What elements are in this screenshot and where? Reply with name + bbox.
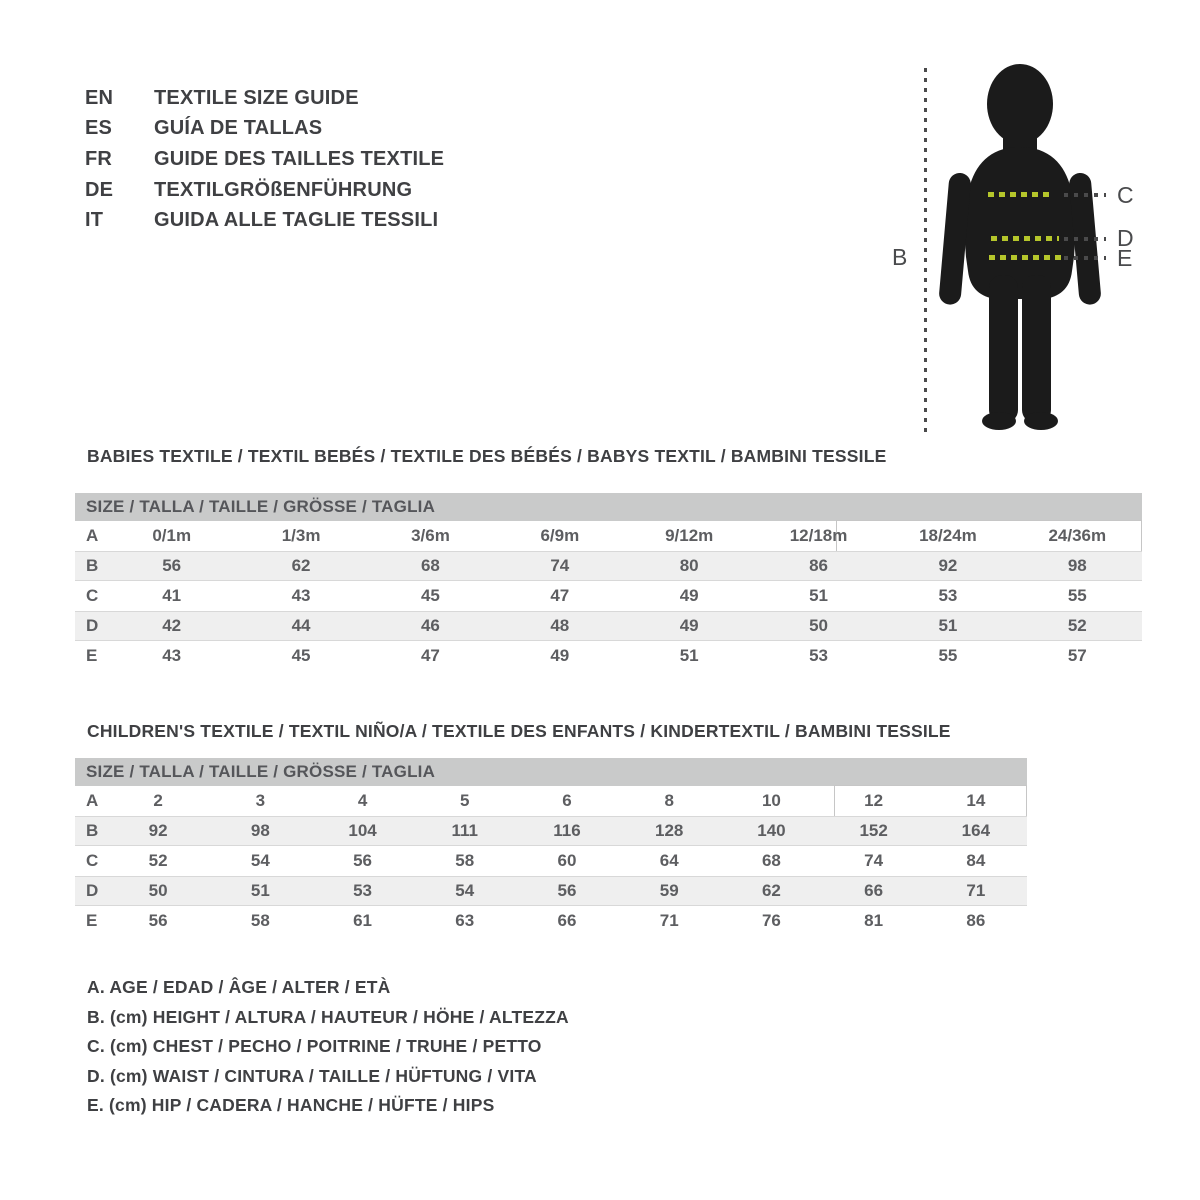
size-cell: 49 (679, 586, 699, 605)
size-cell: 9/12m (665, 526, 714, 545)
table-row-hip (75, 641, 1142, 671)
row-label: E (86, 911, 98, 930)
hip-measure-dash (989, 255, 1061, 260)
size-cell: 81 (864, 911, 884, 930)
row-label: A (86, 791, 99, 810)
size-cell: 48 (550, 616, 570, 635)
size-cell: 14 (966, 791, 986, 810)
row-label: B (86, 821, 99, 840)
hip-label: E (1117, 245, 1133, 271)
babies-section-title: BABIES TEXTILE / TEXTIL BEBÉS / TEXTILE DES BÉBÉS / BABYS TEXTIL / BAMBINI TESSILE (87, 446, 887, 466)
size-cell: 84 (966, 851, 986, 870)
row-label: A (86, 526, 99, 545)
size-cell: 62 (761, 881, 781, 900)
language-row (85, 114, 444, 145)
language-code: FR (85, 147, 113, 170)
size-cell: 164 (961, 821, 991, 840)
size-cell: 52 (1067, 616, 1087, 635)
legend-line-waist: D. (cm) WAIST / CINTURA / TAILLE / HÜFTUNG / VITA (87, 1065, 537, 1086)
size-cell: 3/6m (411, 526, 450, 545)
size-cell: 6/9m (540, 526, 580, 545)
size-cell: 45 (420, 586, 440, 605)
size-cell: 66 (557, 911, 577, 930)
language-code: ES (85, 117, 113, 140)
waist-label: D (1117, 225, 1134, 251)
size-cell: 18/24m (919, 526, 977, 545)
size-cell: 45 (291, 646, 311, 665)
size-cell: 43 (162, 646, 182, 665)
size-cell: 57 (1067, 646, 1087, 665)
waist-guide-dots (1064, 237, 1106, 241)
chest-measure-dash (988, 192, 1054, 197)
chest-label: C (1117, 182, 1134, 208)
children-size-table (75, 758, 1027, 936)
size-cell: 24/36m (1048, 526, 1107, 545)
size-cell: 92 (148, 821, 168, 840)
size-cell: 71 (966, 881, 986, 900)
size-cell: 47 (420, 646, 440, 665)
hip-guide-dots (1064, 256, 1106, 260)
language-title: TEXTILE SIZE GUIDE (154, 86, 359, 109)
table-row-waist (75, 876, 1027, 906)
language-title: GUIDA ALLE TAGLIE TESSILI (154, 209, 439, 232)
language-code: EN (85, 86, 114, 109)
language-title: GUÍA DE TALLAS (154, 117, 323, 140)
height-label: B (892, 244, 908, 270)
babies-size-table (75, 493, 1142, 671)
size-cell: 98 (250, 821, 270, 840)
size-cell: 55 (938, 646, 958, 665)
size-cell: 92 (938, 556, 958, 575)
size-cell: 55 (1067, 586, 1087, 605)
size-cell: 44 (291, 616, 311, 635)
language-title: TEXTILGRÖßENFÜHRUNG (154, 178, 413, 201)
table-row-chest (75, 581, 1142, 611)
row-label: D (86, 616, 99, 635)
size-cell: 51 (679, 646, 699, 665)
waist-measure-dash (991, 236, 1059, 241)
size-cell: 68 (761, 851, 781, 870)
size-cell: 74 (864, 851, 884, 870)
size-cell: 56 (148, 911, 168, 930)
size-cell: 52 (148, 851, 168, 870)
size-cell: 63 (455, 911, 475, 930)
legend-line-chest: C. (cm) CHEST / PECHO / POITRINE / TRUHE / PETTO (87, 1036, 542, 1056)
row-label: D (86, 881, 99, 900)
size-cell: 128 (655, 821, 684, 840)
size-cell: 54 (250, 851, 270, 870)
size-cell: 51 (809, 586, 829, 605)
row-label: C (86, 586, 99, 605)
language-code: DE (85, 178, 114, 201)
size-cell: 59 (659, 881, 679, 900)
size-cell: 56 (557, 881, 577, 900)
language-title-list (85, 83, 444, 236)
size-cell: 71 (659, 911, 679, 930)
language-row (85, 144, 444, 175)
size-cell: 58 (455, 851, 475, 870)
size-cell: 49 (679, 616, 699, 635)
size-cell: 50 (148, 881, 168, 900)
language-code: IT (85, 209, 104, 232)
measurement-legend (87, 973, 569, 1121)
size-cell: 111 (451, 821, 479, 840)
table-header: SIZE / TALLA / TAILLE / GRÖSSE / TAGLIA (75, 493, 1142, 521)
size-cell: 51 (938, 616, 958, 635)
size-cell: 0/1m (152, 526, 192, 545)
language-title: GUIDE DES TAILLES TEXTILE (154, 147, 445, 170)
table-row-waist (75, 611, 1142, 641)
size-cell: 76 (761, 911, 781, 930)
size-cell: 54 (455, 881, 475, 900)
size-cell: 53 (353, 881, 372, 900)
size-cell: 68 (420, 556, 440, 575)
size-cell: 140 (757, 821, 786, 840)
size-cell: 46 (420, 616, 440, 635)
size-cell: 104 (348, 821, 377, 840)
size-cell: 2 (153, 791, 163, 810)
table-row-hip (75, 906, 1027, 936)
size-cell: 152 (859, 821, 888, 840)
size-cell: 62 (291, 556, 311, 575)
size-cell: 61 (353, 911, 372, 930)
table-header: SIZE / TALLA / TAILLE / GRÖSSE / TAGLIA (75, 758, 1027, 786)
size-cell: 51 (250, 881, 270, 900)
language-row (85, 175, 444, 206)
size-cell: 56 (162, 556, 182, 575)
legend-line-height: B. (cm) HEIGHT / ALTURA / HAUTEUR / HÖHE / ALTEZZA (87, 1006, 569, 1027)
size-cell: 50 (809, 616, 829, 635)
size-cell: 10 (761, 791, 781, 810)
legend-line-age: A. AGE / EDAD / ÂGE / ALTER / ETÀ (87, 977, 391, 997)
children-section-title: CHILDREN'S TEXTILE / TEXTIL NIÑO/A / TEXTILE DES ENFANTS / KINDERTEXTIL / BAMBINI TESSILE (87, 721, 951, 741)
size-cell: 116 (553, 821, 581, 840)
language-row (85, 205, 444, 236)
size-cell: 60 (557, 851, 577, 870)
size-cell: 42 (162, 616, 182, 635)
size-cell: 66 (864, 881, 884, 900)
size-cell: 64 (659, 851, 679, 870)
table-row-age (75, 521, 1142, 551)
size-cell: 58 (250, 911, 270, 930)
table-row-chest (75, 846, 1027, 876)
size-cell: 3 (255, 791, 266, 810)
legend-line-hip: E. (cm) HIP / CADERA / HANCHE / HÜFTE / HIPS (87, 1095, 495, 1115)
size-cell: 5 (460, 791, 470, 810)
size-cell: 74 (550, 556, 570, 575)
size-cell: 80 (679, 556, 699, 575)
table-row-age (75, 786, 1027, 816)
chest-guide-dots (1064, 193, 1106, 197)
child-silhouette-icon (890, 55, 1150, 435)
size-cell: 8 (664, 791, 674, 810)
size-cell: 43 (291, 586, 311, 605)
size-cell: 49 (550, 646, 570, 665)
size-cell: 86 (966, 911, 986, 930)
size-cell: 53 (938, 586, 958, 605)
size-cell: 6 (562, 791, 572, 810)
row-label: E (86, 646, 98, 665)
size-cell: 41 (162, 586, 182, 605)
size-cell: 98 (1067, 556, 1087, 575)
size-cell: 4 (357, 791, 368, 810)
size-cell: 12/18m (789, 526, 848, 545)
size-cell: 1/3m (281, 526, 321, 545)
row-label: C (86, 851, 99, 870)
size-cell: 12 (864, 791, 884, 810)
size-cell: 86 (809, 556, 829, 575)
size-cell: 47 (550, 586, 570, 605)
height-measure-line (924, 68, 927, 432)
table-row-height (75, 551, 1142, 581)
table-row-height (75, 816, 1027, 846)
size-cell: 53 (809, 646, 829, 665)
row-label: B (86, 556, 99, 575)
language-row (85, 83, 444, 114)
size-cell: 56 (353, 851, 372, 870)
